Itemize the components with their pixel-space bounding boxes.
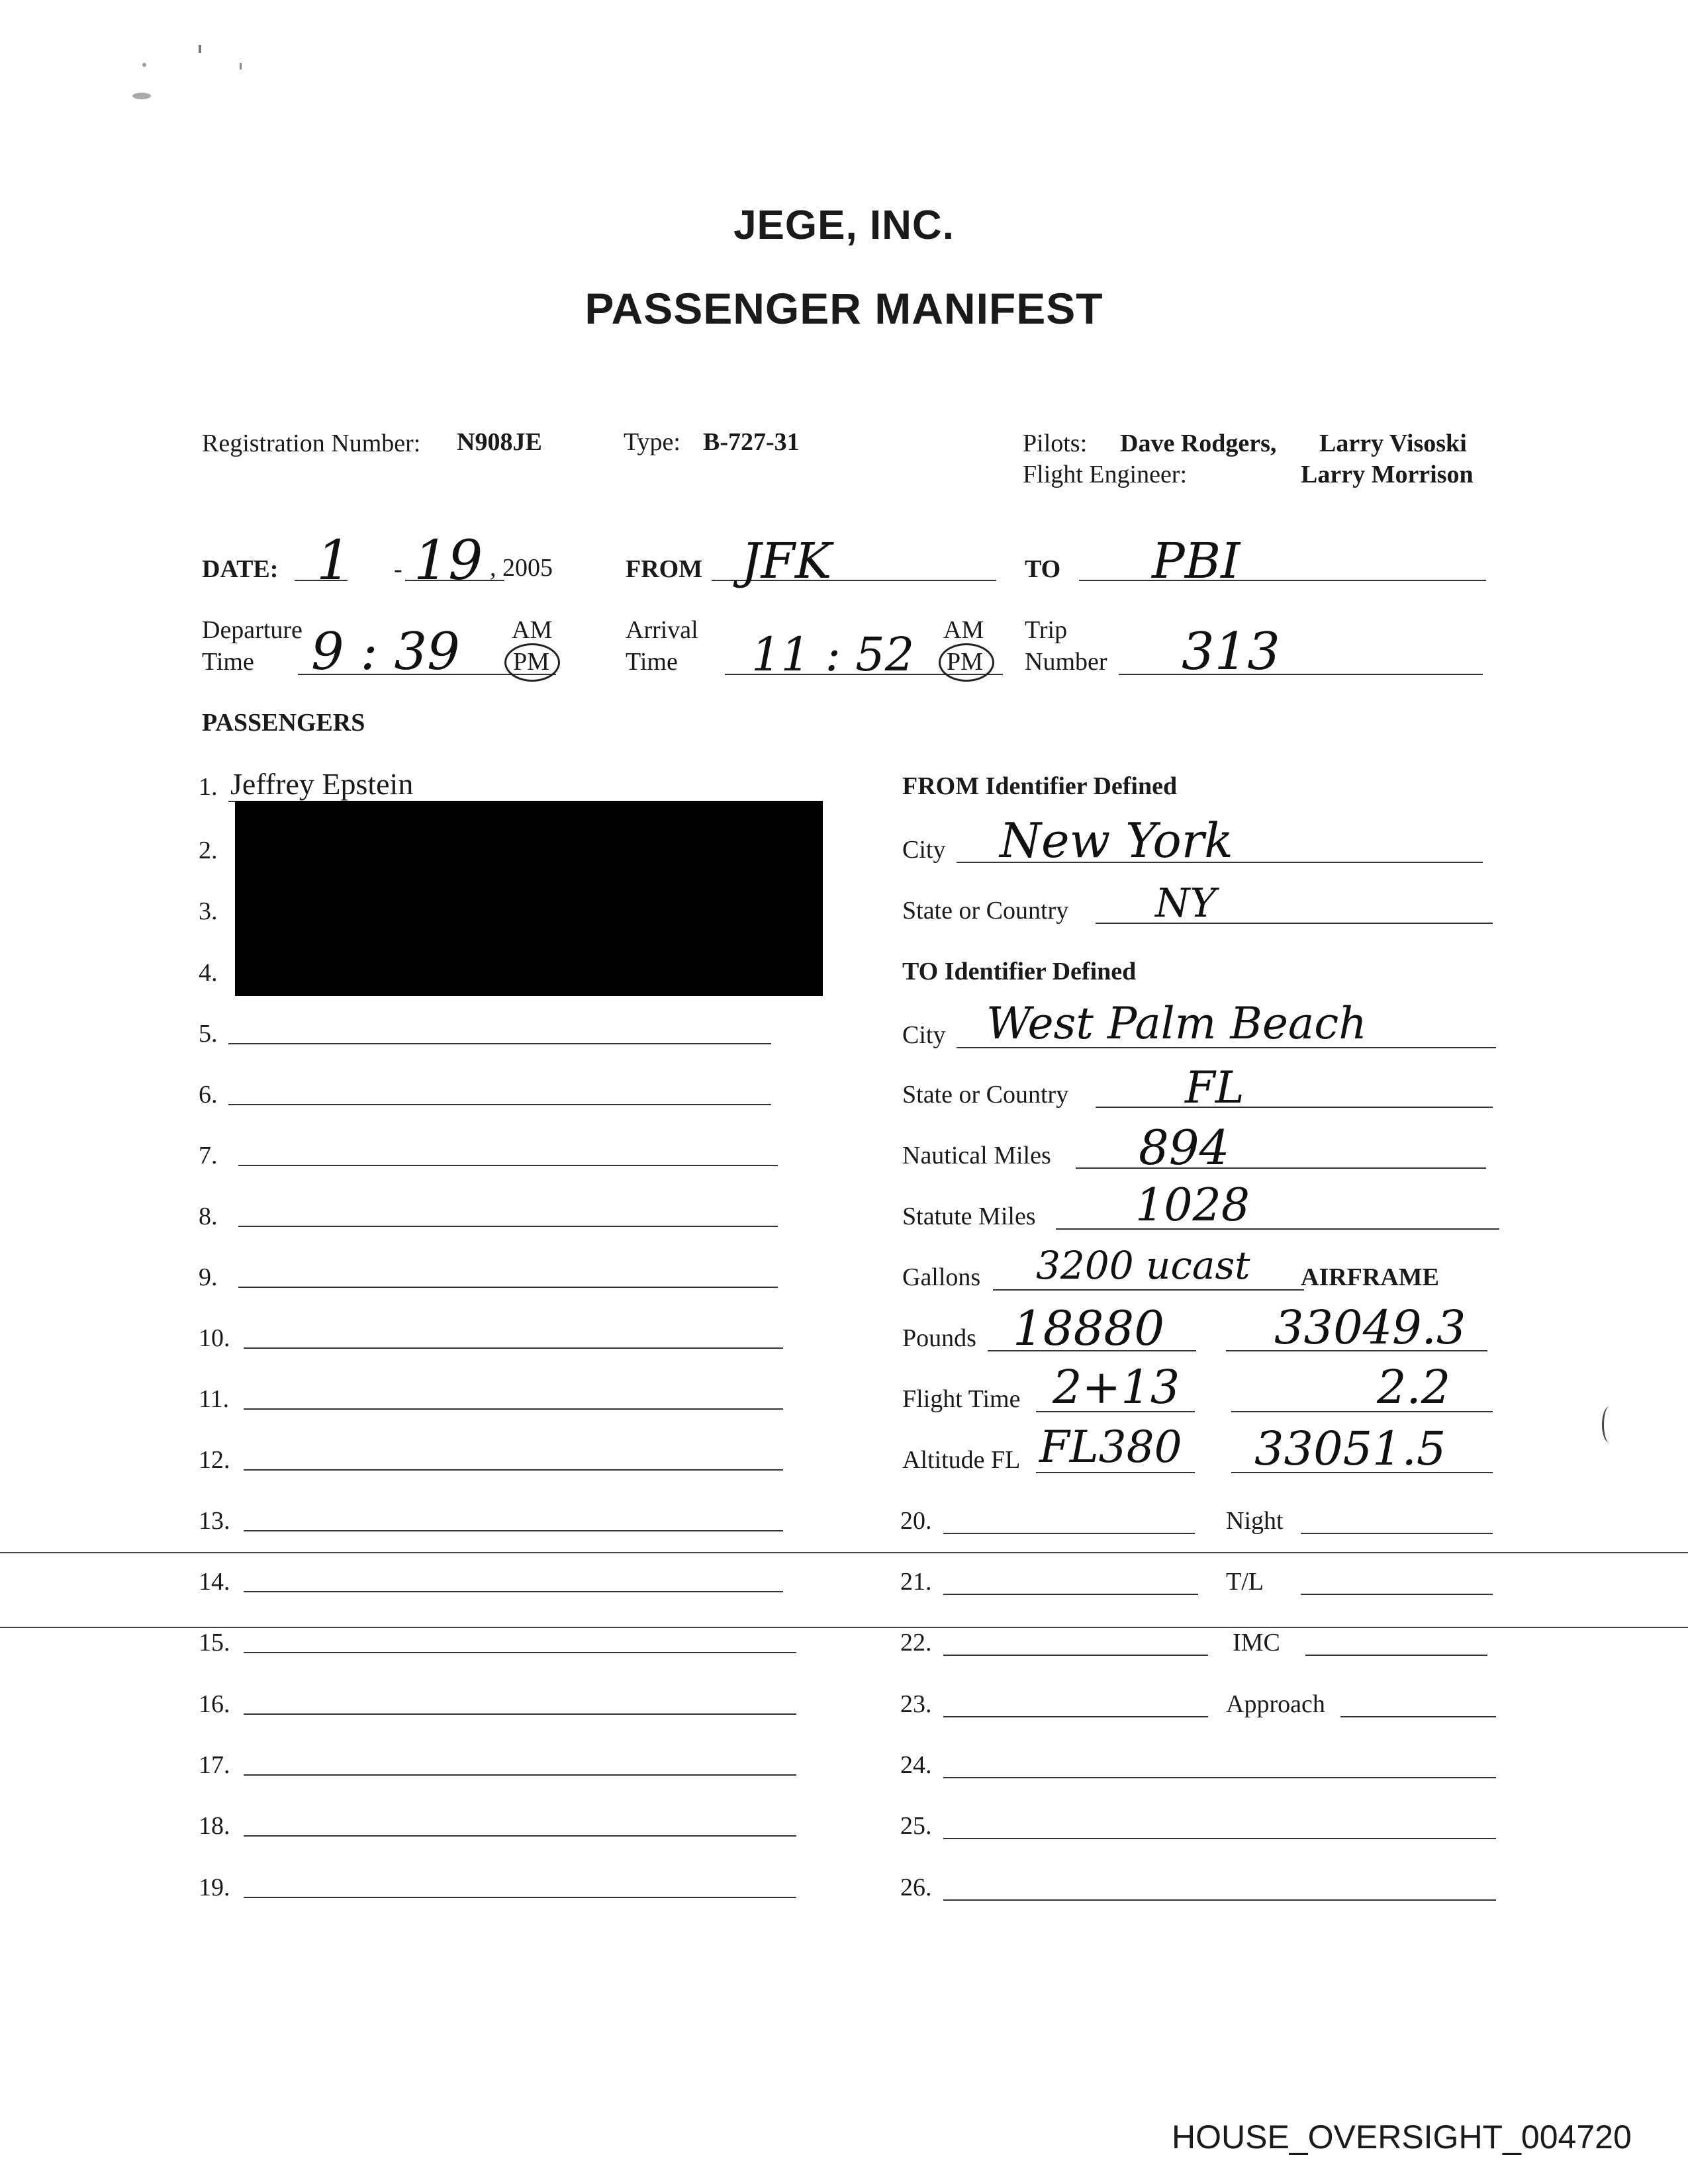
passengers-heading: PASSENGERS [202,709,365,737]
passenger-number: 6. [199,1081,218,1109]
pilot-1: Dave Rodgers, [1120,430,1277,457]
bates-number: HOUSE_OVERSIGHT_004720 [1172,2118,1632,2156]
date-year: , 2005 [490,554,553,582]
passenger-line [244,1347,783,1349]
to-state-label: State or Country [902,1081,1069,1109]
type-label: Type: [624,428,680,456]
trip-label-1: Trip [1025,616,1068,644]
to-state-line [1096,1107,1493,1108]
statute-miles-label: Statute Miles [902,1203,1036,1230]
passenger-number: 18. [199,1812,230,1840]
passenger-number: 15. [199,1629,230,1657]
altitude-value: FL380 [1039,1422,1182,1473]
date-day-value: 19 [414,529,483,592]
departure-pm: PM [513,648,549,676]
scan-mark [142,63,146,67]
passenger-line [244,1713,796,1715]
to-city-value: West Palm Beach [986,998,1367,1049]
to-city-label: City [902,1021,946,1049]
airframe-pounds-value: 33049.3 [1274,1300,1466,1355]
imc-label: IMC [1233,1629,1280,1657]
trip-value: 313 [1182,622,1280,682]
arrival-label-2: Time [626,648,678,676]
extra-row-number: 25. [900,1812,932,1840]
scan-mark [240,63,242,69]
from-city-label: City [902,836,946,864]
passenger-line [238,1226,778,1227]
departure-value: 9 : 39 [311,622,460,682]
scan-mark [1602,1406,1617,1443]
from-state-label: State or Country [902,897,1069,925]
departure-label-1: Departure [202,616,303,644]
pilot-2: Larry Visoski [1319,430,1467,457]
nautical-miles-value: 894 [1139,1120,1230,1175]
flight-time-label: Flight Time [902,1385,1021,1413]
engineer-value: Larry Morrison [1301,461,1474,488]
extra-row-number: 26. [900,1874,932,1901]
from-label: FROM [626,555,703,583]
tl-label: T/L [1226,1568,1264,1596]
to-identifier-heading: TO Identifier Defined [902,958,1137,985]
arrival-label-1: Arrival [626,616,698,644]
approach-line [1340,1716,1496,1717]
scan-rule [0,1627,1688,1628]
airframe-altitude-value: 33051.5 [1254,1422,1446,1476]
statute-miles-line [1056,1228,1499,1230]
gallons-line [993,1289,1304,1291]
pilots-label: Pilots: [1023,430,1088,457]
extra-row-number: 21. [900,1568,932,1596]
approach-label: Approach [1226,1690,1325,1718]
extra-row-number: 23. [900,1690,932,1718]
extra-row-line [943,1777,1496,1778]
passenger-number: 8. [199,1203,218,1230]
passenger-number: 16. [199,1690,230,1718]
tl-line [1301,1594,1493,1595]
arrival-am: AM [943,616,984,644]
night-line [1301,1533,1493,1534]
engineer-label: Flight Engineer: [1023,461,1188,488]
passenger-number: 5. [199,1020,218,1048]
passenger-number: 17. [199,1751,230,1779]
passenger-line [244,1652,796,1653]
from-city-value: New York [1000,813,1233,868]
airframe-flight-time-line [1231,1411,1493,1412]
nautical-miles-label: Nautical Miles [902,1142,1051,1169]
extra-row-line [943,1899,1496,1901]
airframe-flight-time-value: 2.2 [1377,1360,1451,1414]
passenger-number: 7. [199,1142,218,1169]
pounds-label: Pounds [902,1324,976,1352]
passenger-number: 19. [199,1874,230,1901]
flight-time-value: 2+13 [1053,1360,1180,1414]
altitude-label: Altitude FL [902,1446,1021,1474]
passenger-number: 12. [199,1446,230,1474]
passenger-line [244,1897,796,1898]
registration-label: Registration Number: [202,430,421,457]
type-value: B-727-31 [703,428,800,456]
passenger-number: 1. [199,773,218,801]
extra-row-line [943,1594,1198,1595]
passenger-number: 9. [199,1263,218,1291]
imc-line [1305,1655,1487,1656]
night-label: Night [1226,1507,1284,1535]
departure-am: AM [512,616,553,644]
from-value: JFK [741,533,832,590]
extra-row-line [943,1716,1208,1717]
extra-row-number: 22. [900,1629,932,1657]
redaction-block [235,801,823,996]
document-title: PASSENGER MANIFEST [585,284,1103,333]
pounds-value: 18880 [1013,1300,1165,1356]
passenger-number: 11. [199,1385,230,1413]
passenger-number: 14. [199,1568,230,1596]
to-label: TO [1025,555,1061,583]
passenger-line [244,1469,783,1471]
passenger-number: 3. [199,897,218,925]
date-label: DATE: [202,555,279,583]
to-line [1079,580,1486,581]
passenger-line [244,1835,796,1837]
extra-row-number: 24. [900,1751,932,1779]
extra-row-line [943,1533,1195,1534]
trip-label-2: Number [1025,648,1107,676]
passenger-line [244,1530,783,1531]
passenger-number: 13. [199,1507,230,1535]
scan-mark [132,93,151,99]
registration-value: N908JE [457,428,542,456]
passenger-line [228,1043,771,1044]
passenger-1-name: Jeffrey Epstein [230,767,414,801]
statute-miles-value: 1028 [1135,1179,1250,1232]
passenger-line [244,1408,783,1410]
departure-pm-circle [504,643,560,682]
airframe-label: AIRFRAME [1301,1263,1439,1291]
passenger-line [228,1104,771,1105]
date-month-value: 1 [316,529,352,592]
passenger-number: 10. [199,1324,230,1352]
company-name: JEGE, INC. [733,203,955,248]
passenger-line [244,1774,796,1776]
extra-row-number: 20. [900,1507,932,1535]
nautical-miles-line [1076,1167,1486,1169]
to-state-value: FL [1185,1062,1244,1113]
extra-row-line [943,1838,1496,1839]
passenger-line [238,1287,778,1288]
from-identifier-heading: FROM Identifier Defined [902,772,1178,800]
gallons-label: Gallons [902,1263,981,1291]
to-value: PBI [1152,533,1241,590]
arrival-pm: PM [947,648,983,676]
from-state-value: NY [1155,880,1217,927]
passenger-line [244,1591,783,1592]
passenger-number: 4. [199,959,218,987]
passenger-number: 2. [199,837,218,864]
extra-row-line [943,1655,1208,1656]
scan-mark [199,45,201,53]
scan-rule [0,1552,1688,1553]
passenger-line [238,1165,778,1166]
departure-label-2: Time [202,648,254,676]
arrival-pm-circle [939,643,994,682]
arrival-value: 11 : 52 [751,627,915,682]
gallons-value: 3200 ucast [1036,1243,1250,1288]
date-separator: - [394,555,402,583]
trip-line [1119,674,1483,675]
